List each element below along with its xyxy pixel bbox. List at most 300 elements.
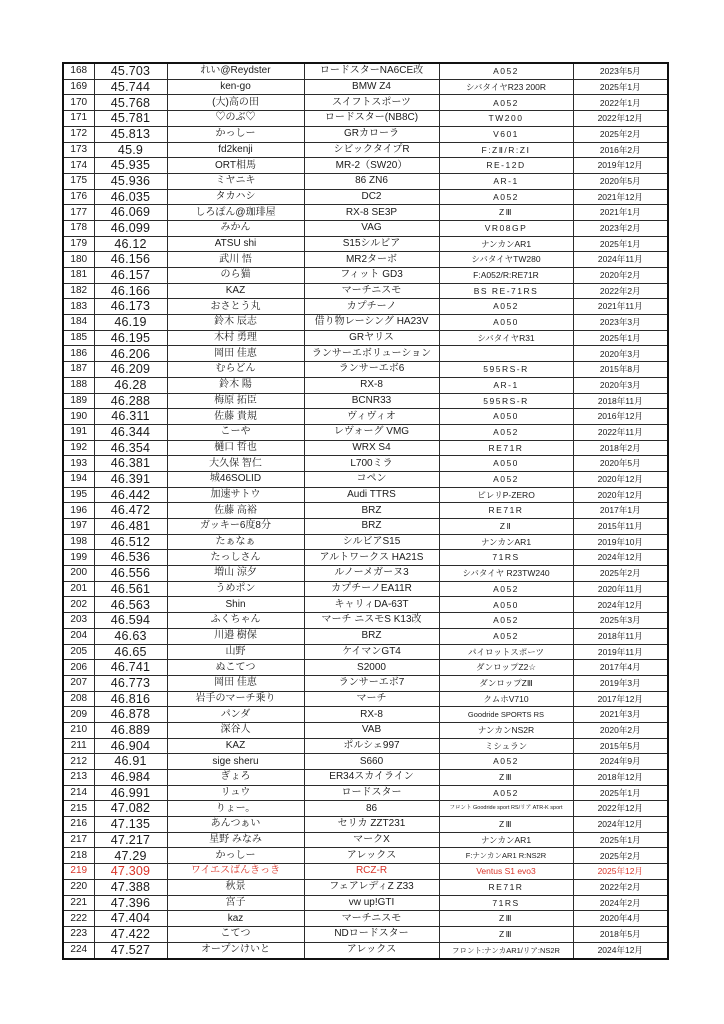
car-cell: ランサーエボリューション [304,346,439,362]
date-cell: 2019年10月 [573,534,668,550]
table-row [63,581,668,597]
driver-cell: 山野 [167,644,304,660]
table-row [63,754,668,770]
date-cell: 2023年2月 [573,220,668,236]
time-cell: 46.741 [94,660,167,676]
tire-cell: RE-12D [439,158,573,174]
time-cell: 46.173 [94,299,167,315]
date-cell: 2020年3月 [573,377,668,393]
table-row [63,424,668,440]
date-cell: 2018年11月 [573,628,668,644]
driver-cell: 大久保 智仁 [167,456,304,472]
rank-cell: 217 [63,832,94,848]
date-cell: 2025年1月 [573,832,668,848]
date-cell: 2021年1月 [573,205,668,221]
tire-cell: ZⅢ [439,205,573,221]
tire-cell: RE71R [439,503,573,519]
driver-cell: パンダ [167,707,304,723]
date-cell: 2018年5月 [573,926,668,942]
driver-cell: 木村 勇理 [167,330,304,346]
car-cell: MR2ターボ [304,252,439,268]
rank-cell: 172 [63,126,94,142]
rank-cell: 194 [63,471,94,487]
time-cell: 46.816 [94,691,167,707]
driver-cell: のら猫 [167,268,304,284]
rank-cell: 169 [63,79,94,95]
time-cell: 46.773 [94,675,167,691]
car-cell: 86 [304,801,439,817]
time-cell: 46.63 [94,628,167,644]
car-cell: カプチーノ [304,299,439,315]
car-cell: S660 [304,754,439,770]
table-row [63,79,668,95]
time-cell: 46.889 [94,722,167,738]
car-cell: コペン [304,471,439,487]
time-cell: 47.404 [94,911,167,927]
car-cell: アルトワークス HA21S [304,550,439,566]
driver-cell: ミヤニキ [167,173,304,189]
car-cell: シルビアS15 [304,534,439,550]
date-cell: 2017年1月 [573,503,668,519]
table-row [63,456,668,472]
date-cell: 2018年11月 [573,393,668,409]
rank-cell: 218 [63,848,94,864]
rank-cell: 199 [63,550,94,566]
date-cell: 2023年5月 [573,63,668,79]
rank-cell: 168 [63,63,94,79]
time-cell: 47.135 [94,817,167,833]
time-cell: 46.28 [94,377,167,393]
tire-cell: BS RE-71RS [439,283,573,299]
car-cell: Audi TTRS [304,487,439,503]
tire-cell: A052 [439,581,573,597]
tire-cell: A052 [439,471,573,487]
date-cell: 2022年11月 [573,424,668,440]
time-cell: 46.991 [94,785,167,801]
rank-cell: 216 [63,817,94,833]
time-cell: 47.217 [94,832,167,848]
time-cell: 46.19 [94,315,167,331]
car-cell: ヴィヴィオ [304,409,439,425]
time-cell: 47.527 [94,942,167,959]
rank-cell: 187 [63,362,94,378]
time-cell: 46.195 [94,330,167,346]
tire-cell: AR-1 [439,377,573,393]
car-cell: VAG [304,220,439,236]
date-cell: 2021年11月 [573,299,668,315]
driver-cell: ぎょろ [167,770,304,786]
rank-cell: 184 [63,315,94,331]
date-cell: 2020年4月 [573,911,668,927]
time-cell: 46.512 [94,534,167,550]
rank-cell: 212 [63,754,94,770]
tire-cell: RE71R [439,440,573,456]
time-cell: 46.481 [94,519,167,535]
tire-cell: A052 [439,785,573,801]
driver-cell: ORT相馬 [167,158,304,174]
time-cell: 46.561 [94,581,167,597]
tire-cell: Ventus S1 evo3 [439,864,573,880]
car-cell: ロードスターNA6CE改 [304,63,439,79]
rank-cell: 193 [63,456,94,472]
time-cell: 46.354 [94,440,167,456]
time-cell: 46.156 [94,252,167,268]
tire-cell: ZⅢ [439,770,573,786]
rank-cell: 200 [63,566,94,582]
rank-cell: 170 [63,95,94,111]
table-row [63,770,668,786]
car-cell: 借り物レーシング HA23V [304,315,439,331]
date-cell: 2018年2月 [573,440,668,456]
car-cell: アレックス [304,942,439,959]
car-cell: シビックタイプR [304,142,439,158]
time-cell: 45.935 [94,158,167,174]
tire-cell: フロント Goodride sport RS/リア ATR-K sport [439,801,573,817]
table-row [63,817,668,833]
date-cell: 2020年5月 [573,456,668,472]
date-cell: 2020年3月 [573,346,668,362]
tire-cell: ダンロップZ2☆ [439,660,573,676]
car-cell: vw up!GTI [304,895,439,911]
date-cell: 2020年12月 [573,471,668,487]
date-cell: 2021年12月 [573,189,668,205]
tire-cell: ZⅢ [439,817,573,833]
table-row [63,377,668,393]
driver-cell: 佐藤 高裕 [167,503,304,519]
tire-cell: F:A052/R:RE71R [439,268,573,284]
car-cell: GRカローラ [304,126,439,142]
time-cell: 46.91 [94,754,167,770]
table-row [63,801,668,817]
driver-cell: 加速サトウ [167,487,304,503]
table-row [63,832,668,848]
car-cell: ポルシェ997 [304,738,439,754]
car-cell: 86 ZN6 [304,173,439,189]
driver-cell: (大)高の田 [167,95,304,111]
car-cell: マーチ [304,691,439,707]
tire-cell: ミシュラン [439,738,573,754]
date-cell: 2019年3月 [573,675,668,691]
time-cell: 46.391 [94,471,167,487]
driver-cell: KAZ [167,738,304,754]
driver-cell: ♡のぶ♡ [167,111,304,127]
tire-cell: ダンロップZⅢ [439,675,573,691]
driver-cell: むらどん [167,362,304,378]
table-row [63,346,668,362]
driver-cell: リュウ [167,785,304,801]
driver-cell: 岡田 佳恵 [167,675,304,691]
time-cell: 46.878 [94,707,167,723]
date-cell: 2022年2月 [573,879,668,895]
driver-cell: オープンけいと [167,942,304,959]
table-row [63,63,668,79]
driver-cell: ふくちゃん [167,613,304,629]
table-row [63,362,668,378]
table-row [63,409,668,425]
date-cell: 2018年12月 [573,770,668,786]
driver-cell: れい@Reydster [167,63,304,79]
tire-cell: クムホV710 [439,691,573,707]
driver-cell: たぁなぁ [167,534,304,550]
date-cell: 2016年12月 [573,409,668,425]
tire-cell: RE71R [439,879,573,895]
rank-cell: 196 [63,503,94,519]
time-cell: 46.288 [94,393,167,409]
rank-cell: 183 [63,299,94,315]
date-cell: 2022年12月 [573,801,668,817]
table-row [63,111,668,127]
rank-cell: 181 [63,268,94,284]
car-cell: DC2 [304,189,439,205]
time-cell: 45.744 [94,79,167,95]
car-cell: ケイマンGT4 [304,644,439,660]
car-cell: レヴォーグ VMG [304,424,439,440]
tire-cell: ナンカンAR1 [439,534,573,550]
table-row [63,911,668,927]
time-cell: 46.099 [94,220,167,236]
tire-cell: A052 [439,189,573,205]
tire-cell: AR-1 [439,173,573,189]
car-cell: RX-8 [304,377,439,393]
rank-cell: 179 [63,236,94,252]
tire-cell: A052 [439,299,573,315]
driver-cell: 秋景 [167,879,304,895]
date-cell: 2016年2月 [573,142,668,158]
table-row [63,597,668,613]
date-cell: 2025年3月 [573,613,668,629]
table-row [63,707,668,723]
rank-cell: 191 [63,424,94,440]
rank-cell: 182 [63,283,94,299]
rank-cell: 186 [63,346,94,362]
date-cell: 2019年12月 [573,158,668,174]
time-cell: 45.703 [94,63,167,79]
car-cell: WRX S4 [304,440,439,456]
time-cell: 46.157 [94,268,167,284]
date-cell: 2017年12月 [573,691,668,707]
date-cell: 2022年1月 [573,95,668,111]
tire-cell: A052 [439,63,573,79]
time-cell: 46.344 [94,424,167,440]
date-cell: 2021年3月 [573,707,668,723]
table-row [63,189,668,205]
table-row [63,95,668,111]
rank-cell: 206 [63,660,94,676]
tire-cell: ZⅡ [439,519,573,535]
date-cell: 2023年3月 [573,315,668,331]
car-cell: カプチーノEA11R [304,581,439,597]
car-cell: L700ミラ [304,456,439,472]
tire-cell: VR08GP [439,220,573,236]
car-cell: ロードスター(NB8C) [304,111,439,127]
table-row [63,691,668,707]
date-cell: 2020年12月 [573,487,668,503]
table-row [63,675,668,691]
car-cell: GRヤリス [304,330,439,346]
rank-cell: 208 [63,691,94,707]
date-cell: 2024年12月 [573,550,668,566]
table-row [63,628,668,644]
time-cell: 47.396 [94,895,167,911]
rank-cell: 223 [63,926,94,942]
lap-time-ranking-table [62,62,669,960]
tire-cell: A052 [439,754,573,770]
driver-cell: うめポン [167,581,304,597]
table-row [63,864,668,880]
time-cell: 47.29 [94,848,167,864]
car-cell: ロードスター [304,785,439,801]
table-row [63,503,668,519]
driver-cell: 深谷人 [167,722,304,738]
time-cell: 46.311 [94,409,167,425]
table-row [63,252,668,268]
tire-cell: ZⅢ [439,911,573,927]
table-row [63,534,668,550]
date-cell: 2025年1月 [573,79,668,95]
car-cell: セリカ ZZT231 [304,817,439,833]
tire-cell: TW200 [439,111,573,127]
rank-cell: 188 [63,377,94,393]
rank-cell: 171 [63,111,94,127]
driver-cell: KAZ [167,283,304,299]
tire-cell: A050 [439,315,573,331]
table-row [63,126,668,142]
time-cell: 45.936 [94,173,167,189]
tire-cell: シバタイヤR23 200R [439,79,573,95]
driver-cell: しろぽん@珈琲屋 [167,205,304,221]
car-cell: BMW Z4 [304,79,439,95]
rank-cell: 185 [63,330,94,346]
driver-cell: Shin [167,597,304,613]
time-cell: 46.65 [94,644,167,660]
car-cell: スイフトスポーツ [304,95,439,111]
time-cell: 46.563 [94,597,167,613]
driver-cell: 星野 みなみ [167,832,304,848]
time-cell: 46.035 [94,189,167,205]
tire-cell: シバタイヤTW280 [439,252,573,268]
table-row [63,550,668,566]
date-cell: 2024年12月 [573,597,668,613]
rank-cell: 224 [63,942,94,959]
driver-cell: fd2kenji [167,142,304,158]
driver-cell: kaz [167,911,304,927]
rank-cell: 213 [63,770,94,786]
driver-cell: たっしさん [167,550,304,566]
driver-cell: かっしー [167,848,304,864]
car-cell: アレックス [304,848,439,864]
driver-cell: こてつ [167,926,304,942]
rank-cell: 173 [63,142,94,158]
tire-cell: A052 [439,613,573,629]
car-cell: MR-2（SW20） [304,158,439,174]
time-cell: 47.082 [94,801,167,817]
car-cell: マークX [304,832,439,848]
car-cell: キャリィDA-63T [304,597,439,613]
car-cell: ランサーエボ6 [304,362,439,378]
date-cell: 2015年11月 [573,519,668,535]
time-cell: 46.556 [94,566,167,582]
table-row [63,236,668,252]
rank-cell: 192 [63,440,94,456]
table-row [63,519,668,535]
table-row [63,879,668,895]
date-cell: 2025年1月 [573,236,668,252]
date-cell: 2020年11月 [573,581,668,597]
tire-cell: 595RS-R [439,393,573,409]
rank-cell: 222 [63,911,94,927]
date-cell: 2019年11月 [573,644,668,660]
driver-cell: 武川 悟 [167,252,304,268]
date-cell: 2020年2月 [573,268,668,284]
time-cell: 46.206 [94,346,167,362]
driver-cell: ken-go [167,79,304,95]
date-cell: 2022年12月 [573,111,668,127]
tire-cell: ZⅢ [439,926,573,942]
date-cell: 2024年9月 [573,754,668,770]
tire-cell: ピレリP-ZERO [439,487,573,503]
rank-cell: 197 [63,519,94,535]
car-cell: マーチニスモ [304,911,439,927]
driver-cell: ガッキー6度8分 [167,519,304,535]
tire-cell: V601 [439,126,573,142]
tire-cell: ナンカンAR1 [439,236,573,252]
tire-cell: A052 [439,424,573,440]
table-row [63,205,668,221]
date-cell: 2017年4月 [573,660,668,676]
tire-cell: ナンカンNS2R [439,722,573,738]
time-cell: 46.904 [94,738,167,754]
time-cell: 46.442 [94,487,167,503]
driver-cell: 鈴木 辰志 [167,315,304,331]
car-cell: RX-8 SE3P [304,205,439,221]
car-cell: BCNR33 [304,393,439,409]
table-row [63,895,668,911]
tire-cell: A050 [439,456,573,472]
time-cell: 46.536 [94,550,167,566]
driver-cell: 梅原 拓臣 [167,393,304,409]
tire-cell: 595RS-R [439,362,573,378]
tire-cell: 71RS [439,550,573,566]
rank-cell: 190 [63,409,94,425]
date-cell: 2024年2月 [573,895,668,911]
table-row [63,722,668,738]
tire-cell: シバタイヤ R23TW240 [439,566,573,582]
table-row [63,471,668,487]
tire-cell: シバタイヤR31 [439,330,573,346]
car-cell: ルノーメガーヌ3 [304,566,439,582]
driver-cell: あんつぁい [167,817,304,833]
date-cell: 2024年12月 [573,817,668,833]
table-row [63,158,668,174]
time-cell: 45.768 [94,95,167,111]
driver-cell: 岡田 佳恵 [167,346,304,362]
table-row [63,142,668,158]
time-cell: 46.594 [94,613,167,629]
date-cell: 2022年2月 [573,283,668,299]
table-row [63,660,668,676]
driver-cell: ぬこてつ [167,660,304,676]
date-cell: 2025年1月 [573,785,668,801]
rank-cell: 207 [63,675,94,691]
table-row [63,315,668,331]
date-cell: 2024年11月 [573,252,668,268]
time-cell: 45.9 [94,142,167,158]
driver-cell: 城46SOLID [167,471,304,487]
driver-cell: タカハシ [167,189,304,205]
rank-cell: 176 [63,189,94,205]
driver-cell: 宮子 [167,895,304,911]
rank-cell: 180 [63,252,94,268]
